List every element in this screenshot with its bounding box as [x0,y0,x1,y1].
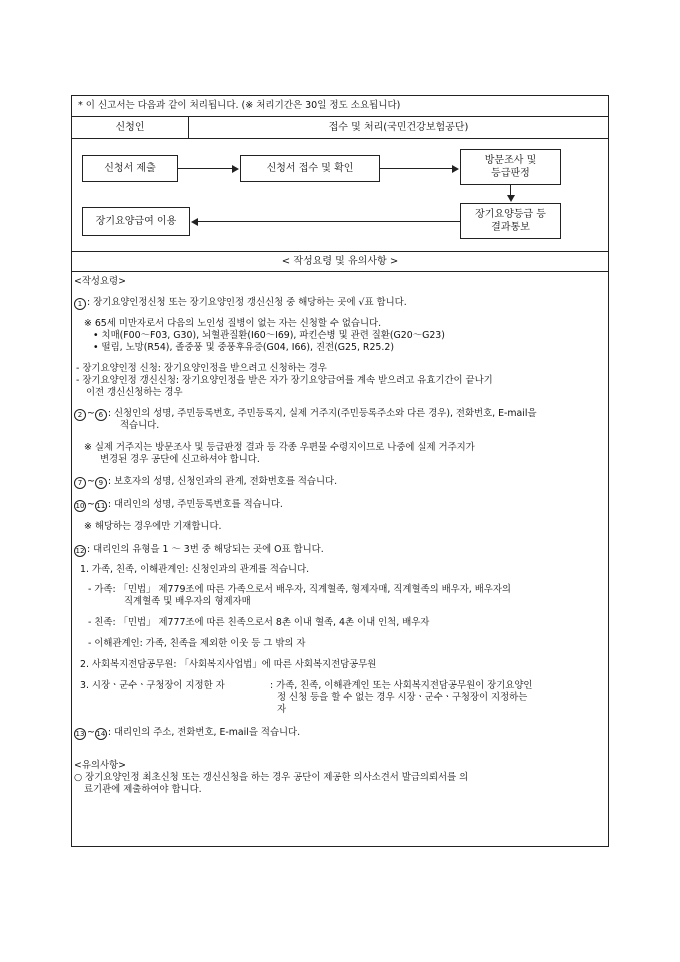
agent-type-2: 2. 사회복지전담공무원: 「사회복지사업법」에 따른 사회복지전담공무원 [80,659,377,670]
processing-notice: * 이 신고서는 다음과 같이 처리됩니다. (※ 처리기간은 30일 정도 소요됩니다) [72,96,608,117]
flow-arrow-2 [380,168,453,169]
definition-renewal-1: - 장기요양인정 갱신신청: 장기요양인정을 받은 자가 장기요양급여를 계속 받으려고 유효기간이 끝나기 [76,375,493,386]
agent-type-3-label: 3. 시장ㆍ군수ㆍ구청장이 지정한 자 [80,680,225,691]
caution-text-2: 료기관에 제출하여야 합니다. [84,784,202,795]
flow-arrow-1 [178,168,233,169]
processing-guide-frame [71,95,609,847]
caution-heading: <유의사항> [74,760,126,771]
processing-header: 접수 및 처리(국민건강보험공단) [328,122,469,133]
item-2-text-2: 적습니다. [120,420,160,431]
note-residence-1: ※ 실제 거주지는 방문조사 및 등급판정 결과 등 각종 우편물 수령지이므로 나중에 실제 거주지가 [84,442,475,453]
item-2-text-1: : 신청인의 성명, 주민등록번호, 주민등록지, 실제 거주지(주민등록주소와 다른 경우), 전화번호, E-mail을 [107,408,537,419]
flow-use-box [82,207,190,236]
flow-notify-label-1: 장기요양등급 등 [475,209,546,220]
item-3-text: : 보호자의 성명, 신청인과의 관계, 전화번호를 적습니다. [107,476,338,487]
note-age-limit: ※ 65세 미만자로서 다음의 노인성 질병이 없는 자는 신청할 수 없습니다. [84,318,382,329]
guide-title: < 작성요령 및 유의사항 > [72,252,608,272]
item-4: 10 ~ 11 : 대리인의 성명, 주민등록번호를 적습니다. [75,499,283,510]
flow-visit-label-2: 등급판정 [491,168,530,179]
flow-notify-label-2: 결과통보 [491,222,530,233]
item-4-number-start: 10 [75,502,85,510]
item-5 [74,544,324,557]
flow-submit-box [82,155,178,182]
disease-list-2: • 떨림, 노망(R54), 졸중풍 및 중풍후유증(G04, I66), 진전(G25, R25.2) [93,342,394,353]
flow-use-label: 장기요양급여 이용 [95,216,177,227]
definition-renewal-2: 이전 갱신신청하는 경우 [86,387,183,398]
item-1 [74,297,407,310]
item-6-text: : 대리인의 주소, 전화번호, E-mail을 적습니다. [107,727,301,738]
flow-visit-label-1: 방문조사 및 [484,155,537,166]
item-3-number-end: 9 [95,477,107,489]
flow-receive-box [240,155,380,182]
interested-party-definition: - 이해관계인: 가족, 친족을 제외한 이웃 등 그 밖의 자 [88,638,306,649]
flow-arrowhead-2 [452,165,459,173]
item-3-number-start: 7 [74,477,86,489]
guide-content [72,272,608,846]
flow-receive-label: 신청서 접수 및 확인 [266,163,354,174]
agent-type-3-text-3: 자 [277,704,287,715]
item-2-number-end: 6 [95,409,107,421]
item-2-number-start: 2 [74,409,86,421]
flow-arrowhead-4 [191,218,198,226]
definition-application: - 장기요양인정 신청: 장기요양인정을 받으려고 신청하는 경우 [76,363,327,374]
flow-arrowhead-1 [232,165,239,173]
item-1-number: 1 [74,298,86,310]
writing-heading: <작성요령> [74,276,126,287]
flow-notify-box [460,203,561,239]
flow-arrowhead-3 [507,195,515,202]
caution-text-1: ○ 장기요양인정 최초신청 또는 갱신신청을 하는 경우 공단이 제공한 의사소견서 발급의뢰서를 의 [74,772,469,783]
item-4-number-end: 11 [96,502,106,510]
disease-list-1: • 치매(F00～F03, G30), 뇌혈관질환(I60～I69), 파킨슨병 및 관련 질환(G20～G23) [93,330,445,341]
item-2: 2 ~ 6 : 신청인의 성명, 주민등록번호, 주민등록지, 실제 거주지(주민등록주소와 다른 경우), 전화번호, E-mail을 [74,408,537,421]
item-6-number-end: 14 [96,730,106,738]
item-4-text: : 대리인의 성명, 주민등록번호를 적습니다. [107,499,283,510]
process-header-row [72,117,608,139]
flow-visit-box [460,149,561,185]
note-if-applicable: ※ 해당하는 경우에만 기재합니다. [84,521,222,532]
item-6: 13 ~ 14 : 대리인의 주소, 전화번호, E-mail을 적습니다. [75,727,301,738]
agent-type-3-text-1: : 가족, 친족, 이해관계인 또는 사회복지전담공무원이 장기요양인 [270,680,533,691]
item-5-number: 12 [75,547,85,555]
item-1-text: : 장기요양인정신청 또는 장기요양인정 갱신신청 중 해당하는 곳에 √표 합니다. [87,297,407,308]
note-residence-2: 변경된 경우 공단에 신고하셔야 합니다. [100,454,260,465]
flow-arrow-4 [198,221,460,222]
flow-submit-label: 신청서 제출 [104,163,156,174]
family-definition-1: - 가족: 「민법」 제779조에 따른 가족으로서 배우자, 직계혈족, 형제자매, 직계혈족의 배우자, 배우자의 [88,584,511,595]
family-definition-2: 직계혈족 및 배우자의 형제자매 [124,596,251,607]
agent-type-3-text-2: 정 신청 등을 할 수 없는 경우 시장ㆍ군수ㆍ구청장이 지정하는 [277,692,528,703]
relative-definition: - 친족: 「민법」 제777조에 따른 친족으로서 8촌 이내 혈족, 4촌 이내 인척, 배우자 [88,617,430,628]
item-3: 7 ~ 9 : 보호자의 성명, 신청인과의 관계, 전화번호를 적습니다. [74,476,337,489]
process-flowchart [72,139,608,252]
item-5-text: : 대리인의 유형을 1 ～ 3번 중 해당되는 곳에 O표 합니다. [87,544,324,555]
agent-type-1: 1. 가족, 친족, 이해관계인: 신청인과의 관계를 적습니다. [80,564,310,575]
applicant-header: 신청인 [72,117,189,138]
item-6-number-start: 13 [75,730,85,738]
